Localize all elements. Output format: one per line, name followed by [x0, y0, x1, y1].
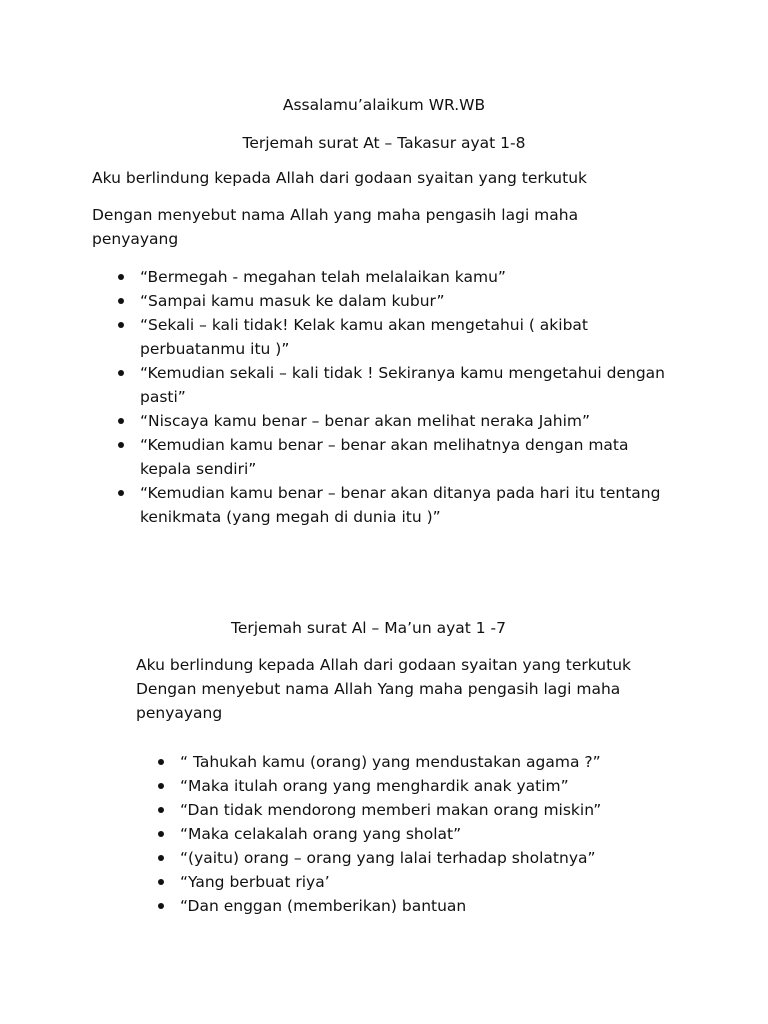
list-item: “Kemudian sekali – kali tidak ! Sekiranya kamu mengetahui dengan pasti” [140, 361, 670, 409]
list-item: “Maka celakalah orang yang sholat” [180, 822, 680, 846]
section-1-bismillah-line: Dengan menyebut nama Allah yang maha pengasih lagi maha penyayang [92, 206, 579, 248]
list-item: “Kemudian kamu benar – benar akan melihatnya dengan mata kepala sendiri” [140, 433, 670, 481]
list-item: “Dan enggan (memberikan) bantuan [180, 894, 680, 918]
section-1-list [140, 265, 670, 529]
greeting: Assalamu’alaikum WR.WB [282, 96, 486, 114]
list-item: “Kemudian kamu benar – benar akan ditanya pada hari itu tentang kenikmata (yang megah di dunia itu )” [140, 481, 670, 529]
list-item: “Dan tidak mendorong memberi makan orang miskin” [180, 798, 680, 822]
section-2-intro: Aku berlindung kepada Allah dari godaan syaitan yang terkutuk Dengan menyebut nama Allah Yang maha pengasih lagi maha penyayang [136, 656, 631, 722]
section-1-opening-line: Aku berlindung kepada Allah dari godaan syaitan yang terkutuk [92, 169, 587, 187]
list-item: “ Tahukah kamu (orang) yang mendustakan agama ?” [180, 750, 680, 774]
section-2-title: Terjemah surat Al – Ma’un ayat 1 -7 [231, 619, 507, 637]
list-item: “Sampai kamu masuk ke dalam kubur” [140, 289, 670, 313]
list-item: “Sekali – kali tidak! Kelak kamu akan mengetahui ( akibat perbuatanmu itu )” [140, 313, 670, 361]
list-item: “Yang berbuat riya’ [180, 870, 680, 894]
list-item: “Bermegah - megahan telah melalaikan kamu” [140, 265, 670, 289]
section-2-list [180, 750, 680, 918]
list-item: “Maka itulah orang yang menghardik anak yatim” [180, 774, 680, 798]
list-item: “(yaitu) orang – orang yang lalai terhadap sholatnya” [180, 846, 680, 870]
section-1-title: Terjemah surat At – Takasur ayat 1-8 [242, 134, 526, 152]
list-item: “Niscaya kamu benar – benar akan melihat neraka Jahim” [140, 409, 670, 433]
